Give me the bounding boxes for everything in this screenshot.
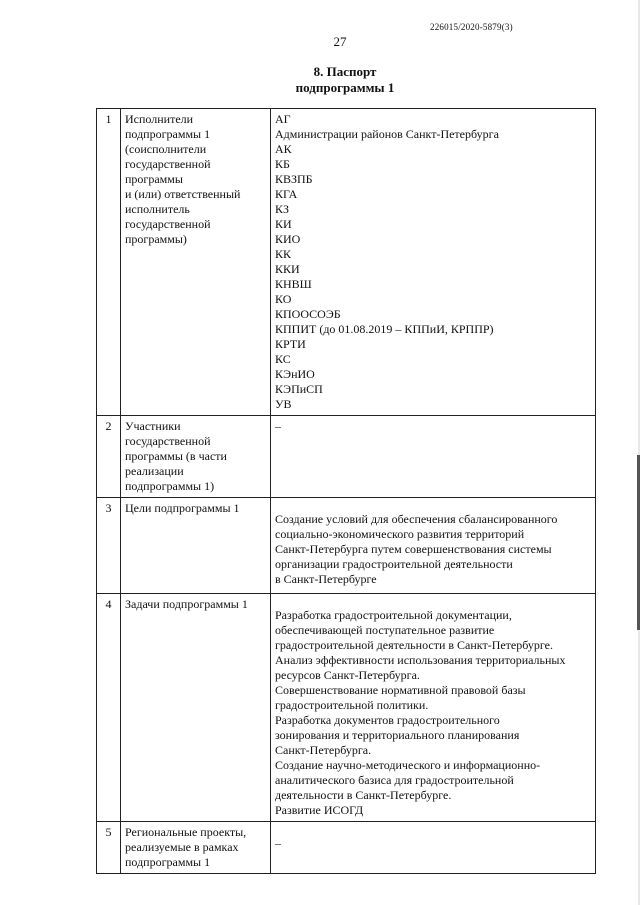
row-value-line: Совершенствование нормативной правовой базы — [275, 683, 526, 697]
row-value-line: УВ — [275, 397, 292, 411]
row-value-line: Санкт-Петербурга. — [275, 743, 372, 757]
row-value-line: деятельности в Санкт-Петербурге. — [275, 788, 452, 802]
row-value-line: обеспечивающей поступательное развитие — [275, 623, 495, 637]
page-number: 27 — [333, 34, 347, 49]
row-label-line: реализации — [125, 464, 184, 478]
row-value-line: Разработка документов градостроительного — [275, 713, 500, 727]
row-value-line: КИО — [275, 232, 301, 246]
row-value-line: Разработка градостроительной документации, — [275, 608, 512, 622]
row-value-line: аналитического базиса для градостроительной — [275, 773, 514, 787]
row-value-line: АГ — [275, 112, 291, 126]
row-value-line: ККИ — [275, 262, 300, 276]
row-value — [271, 498, 596, 594]
row-label-line: реализуемые в рамках — [125, 840, 239, 854]
row-label-line: подпрограммы 1) — [125, 479, 215, 493]
row-number: 2 — [97, 416, 121, 498]
row-value — [271, 416, 596, 498]
row-label-line: (соисполнители — [125, 142, 207, 156]
row-value-line: Развитие ИСОГД — [275, 803, 364, 817]
document-number: 226015/2020-5879(3) — [430, 22, 513, 32]
row-value-line: градостроительной политики. — [275, 698, 429, 712]
row-value-line: КПООСОЭБ — [275, 307, 341, 321]
row-label — [121, 498, 271, 594]
row-value-line: КС — [275, 352, 291, 366]
section-title-line-2: подпрограммы 1 — [295, 80, 395, 95]
row-value-line: АК — [275, 142, 292, 156]
row-value-line: в Санкт-Петербурге — [275, 572, 377, 586]
row-value-line: – — [275, 836, 281, 850]
row-label-line: Исполнители — [125, 112, 194, 126]
row-value-line: КППИТ (до 01.08.2019 – КППиИ, КРППР) — [275, 322, 494, 336]
section-title — [0, 64, 640, 96]
row-value-line: КИ — [275, 217, 292, 231]
row-value-line: социально-экономического развития территорий — [275, 527, 525, 541]
row-value — [271, 594, 596, 822]
row-label-line: подпрограммы 1 — [125, 855, 211, 869]
table-row — [97, 594, 596, 822]
row-value-line: Создание научно-методического и информационно- — [275, 758, 541, 772]
row-label-line: Цели подпрограммы 1 — [125, 501, 240, 515]
passport-table — [96, 108, 596, 874]
row-label-line: государственной — [125, 217, 211, 231]
row-value-line: КРТИ — [275, 337, 306, 351]
row-label-line: и (или) ответственный — [125, 187, 241, 201]
table-row — [97, 109, 596, 416]
row-value — [271, 822, 596, 874]
table-row — [97, 498, 596, 594]
row-number: 5 — [97, 822, 121, 874]
row-value-line: КБ — [275, 157, 290, 171]
row-value-line: зонирования и территориального планирования — [275, 728, 520, 742]
row-value-line: КК — [275, 247, 292, 261]
row-value-line: КГА — [275, 187, 298, 201]
row-value — [271, 109, 596, 416]
table-row — [97, 416, 596, 498]
table-row — [97, 822, 596, 874]
row-value-line: ресурсов Санкт-Петербурга. — [275, 668, 420, 682]
row-label — [121, 594, 271, 822]
row-value-line: – — [275, 419, 281, 433]
row-value-line: градостроительной деятельности в Санкт-Петербурге. — [275, 638, 553, 652]
section-title-line-1: 8. Паспорт — [313, 64, 377, 79]
row-value-line: Администрации районов Санкт-Петербурга — [275, 127, 499, 141]
row-value-line: Анализ эффективности использования территориальных — [275, 653, 566, 667]
row-number: 1 — [97, 109, 121, 416]
row-label-line: Участники — [125, 419, 181, 433]
row-value-line: КЭПиСП — [275, 382, 323, 396]
row-label-line: государственной — [125, 157, 211, 171]
row-value-line: КНВШ — [275, 277, 312, 291]
row-value-line: КО — [275, 292, 292, 306]
row-label-line: программы (в части — [125, 449, 227, 463]
row-label-line: Региональные проекты, — [125, 825, 247, 839]
row-label — [121, 416, 271, 498]
row-label-line: программы — [125, 172, 183, 186]
row-value-line: организации градостроительной деятельности — [275, 557, 513, 571]
row-value-line: КЗ — [275, 202, 290, 216]
row-number: 3 — [97, 498, 121, 594]
row-value-line: Санкт-Петербурга путем совершенствования системы — [275, 542, 552, 556]
row-value-line: КЭнИО — [275, 367, 315, 381]
row-number: 4 — [97, 594, 121, 822]
row-value-line: КВЗПБ — [275, 172, 313, 186]
row-label — [121, 109, 271, 416]
row-label-line: программы) — [125, 232, 187, 246]
row-label-line: государственной — [125, 434, 211, 448]
row-label-line: Задачи подпрограммы 1 — [125, 597, 248, 611]
row-label-line: исполнитель — [125, 202, 190, 216]
row-label-line: подпрограммы 1 — [125, 127, 211, 141]
row-value-line: Создание условий для обеспечения сбалансированного — [275, 512, 558, 526]
passport-table-body — [97, 109, 596, 874]
row-label — [121, 822, 271, 874]
